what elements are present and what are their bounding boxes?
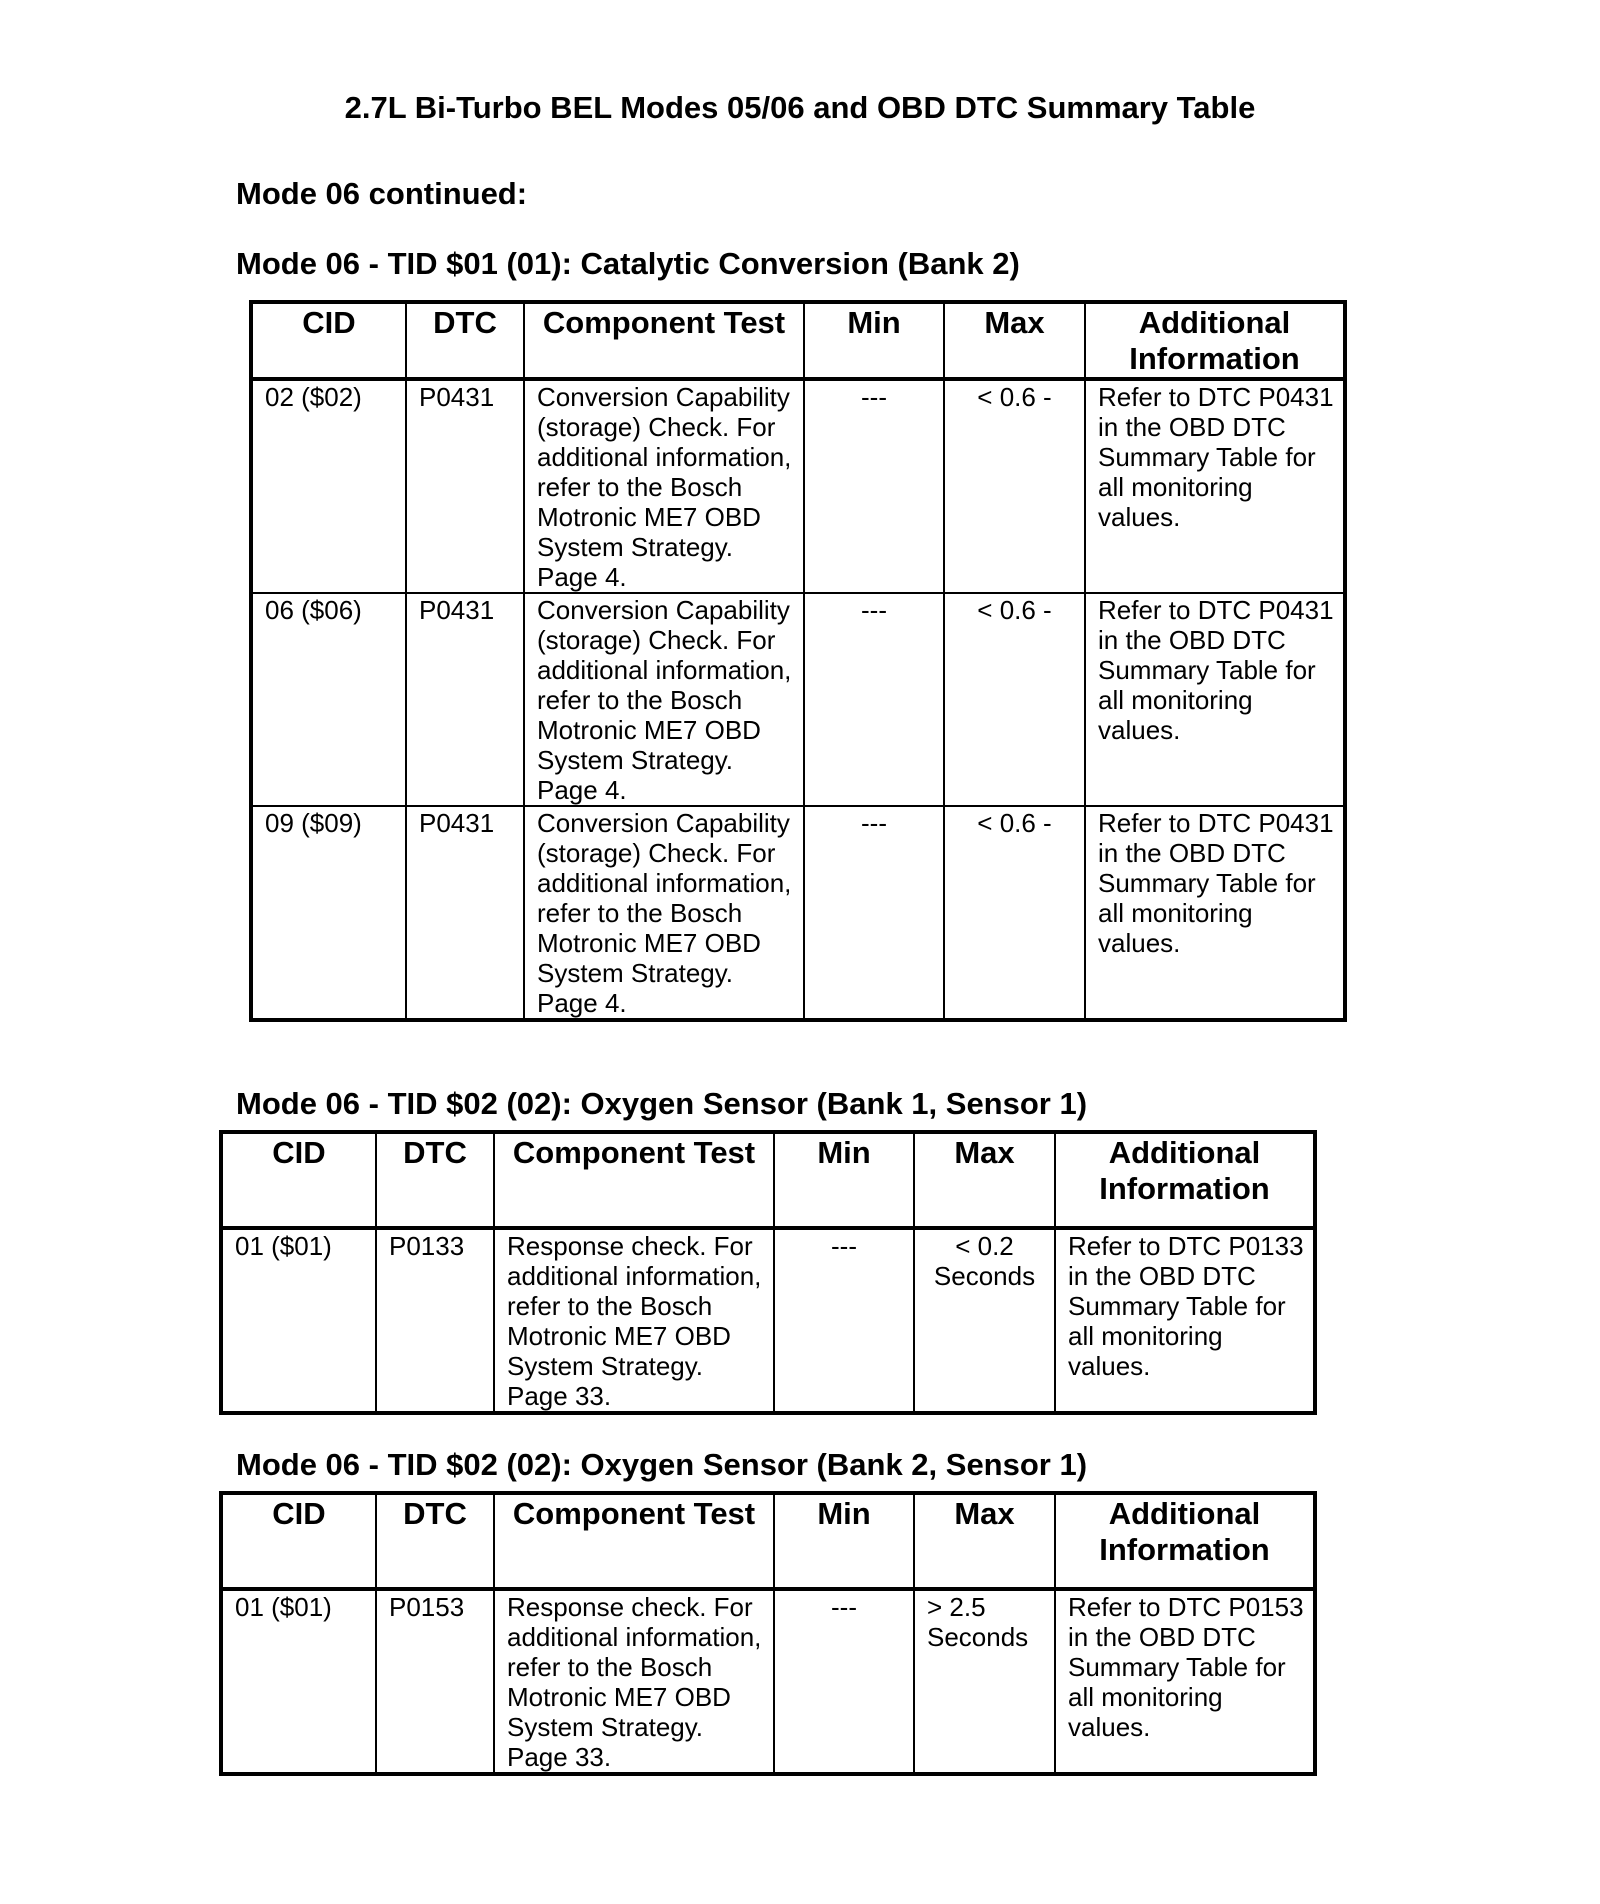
table-header-row	[251, 302, 1345, 379]
cell-dtc: P0431	[406, 806, 524, 1020]
document-title: 2.7L Bi-Turbo BEL Modes 05/06 and OBD DTC Summary Table	[344, 90, 1256, 125]
cell-cid: 06 ($06)	[251, 593, 406, 806]
col-header-dtc: DTC	[376, 1493, 494, 1589]
section-heading-o2-bank1-sensor1: Mode 06 - TID $02 (02): Oxygen Sensor (Bank 1, Sensor 1)	[236, 1086, 1088, 1121]
cell-additional-information: Refer to DTC P0431 in the OBD DTC Summary Table for all monitoring values.	[1085, 806, 1345, 1020]
table-row	[221, 1228, 1315, 1413]
col-header-additional-information: Additional Information	[1055, 1493, 1315, 1589]
table-o2-bank1-sensor1	[219, 1130, 1317, 1415]
col-header-max: Max	[914, 1493, 1055, 1589]
table-o2-bank2-sensor1	[219, 1491, 1317, 1776]
cell-cid: 01 ($01)	[221, 1589, 376, 1774]
cell-additional-information: Refer to DTC P0431 in the OBD DTC Summary Table for all monitoring values.	[1085, 379, 1345, 593]
cell-max: < 0.6 -	[944, 593, 1085, 806]
cell-max: < 0.2 Seconds	[914, 1228, 1055, 1413]
cell-min: ---	[804, 593, 944, 806]
table-row	[221, 1589, 1315, 1774]
col-header-component-test: Component Test	[524, 302, 804, 379]
col-header-cid: CID	[221, 1493, 376, 1589]
col-header-additional-information: Additional Information	[1085, 302, 1345, 379]
cell-additional-information: Refer to DTC P0133 in the OBD DTC Summary Table for all monitoring values.	[1055, 1228, 1315, 1413]
col-header-min: Min	[804, 302, 944, 379]
col-header-component-test: Component Test	[494, 1132, 774, 1228]
cell-min: ---	[804, 379, 944, 593]
col-header-dtc: DTC	[406, 302, 524, 379]
cell-max: > 2.5 Seconds	[914, 1589, 1055, 1774]
table-header-row	[221, 1493, 1315, 1589]
col-header-max: Max	[914, 1132, 1055, 1228]
table-catalytic-bank2	[249, 300, 1347, 1022]
cell-dtc: P0153	[376, 1589, 494, 1774]
section-heading-o2-bank2-sensor1: Mode 06 - TID $02 (02): Oxygen Sensor (Bank 2, Sensor 1)	[236, 1447, 1088, 1482]
cell-additional-information: Refer to DTC P0431 in the OBD DTC Summary Table for all monitoring values.	[1085, 593, 1345, 806]
continued-heading: Mode 06 continued:	[236, 176, 528, 211]
cell-component-test: Conversion Capability (storage) Check. For additional information, refer to the Bosch Motronic ME7 OBD System Strategy. Page 4.	[524, 593, 804, 806]
cell-component-test: Response check. For additional information, refer to the Bosch Motronic ME7 OBD System Strategy. Page 33.	[494, 1228, 774, 1413]
cell-cid: 01 ($01)	[221, 1228, 376, 1413]
col-header-max: Max	[944, 302, 1085, 379]
col-header-min: Min	[774, 1132, 914, 1228]
cell-max: < 0.6 -	[944, 806, 1085, 1020]
table-row	[251, 806, 1345, 1020]
cell-dtc: P0431	[406, 593, 524, 806]
cell-min: ---	[804, 806, 944, 1020]
section-heading-catalytic-bank2: Mode 06 - TID $01 (01): Catalytic Conversion (Bank 2)	[236, 246, 1020, 281]
col-header-dtc: DTC	[376, 1132, 494, 1228]
cell-max: < 0.6 -	[944, 379, 1085, 593]
cell-component-test: Conversion Capability (storage) Check. For additional information, refer to the Bosch Motronic ME7 OBD System Strategy. Page 4.	[524, 379, 804, 593]
cell-dtc: P0431	[406, 379, 524, 593]
cell-dtc: P0133	[376, 1228, 494, 1413]
table-header-row	[221, 1132, 1315, 1228]
table-row	[251, 593, 1345, 806]
col-header-component-test: Component Test	[494, 1493, 774, 1589]
col-header-cid: CID	[251, 302, 406, 379]
cell-cid: 09 ($09)	[251, 806, 406, 1020]
col-header-cid: CID	[221, 1132, 376, 1228]
col-header-additional-information: Additional Information	[1055, 1132, 1315, 1228]
cell-min: ---	[774, 1589, 914, 1774]
table-row	[251, 379, 1345, 593]
col-header-min: Min	[774, 1493, 914, 1589]
cell-additional-information: Refer to DTC P0153 in the OBD DTC Summary Table for all monitoring values.	[1055, 1589, 1315, 1774]
cell-cid: 02 ($02)	[251, 379, 406, 593]
cell-min: ---	[774, 1228, 914, 1413]
cell-component-test: Conversion Capability (storage) Check. For additional information, refer to the Bosch Motronic ME7 OBD System Strategy. Page 4.	[524, 806, 804, 1020]
cell-component-test: Response check. For additional information, refer to the Bosch Motronic ME7 OBD System Strategy. Page 33.	[494, 1589, 774, 1774]
